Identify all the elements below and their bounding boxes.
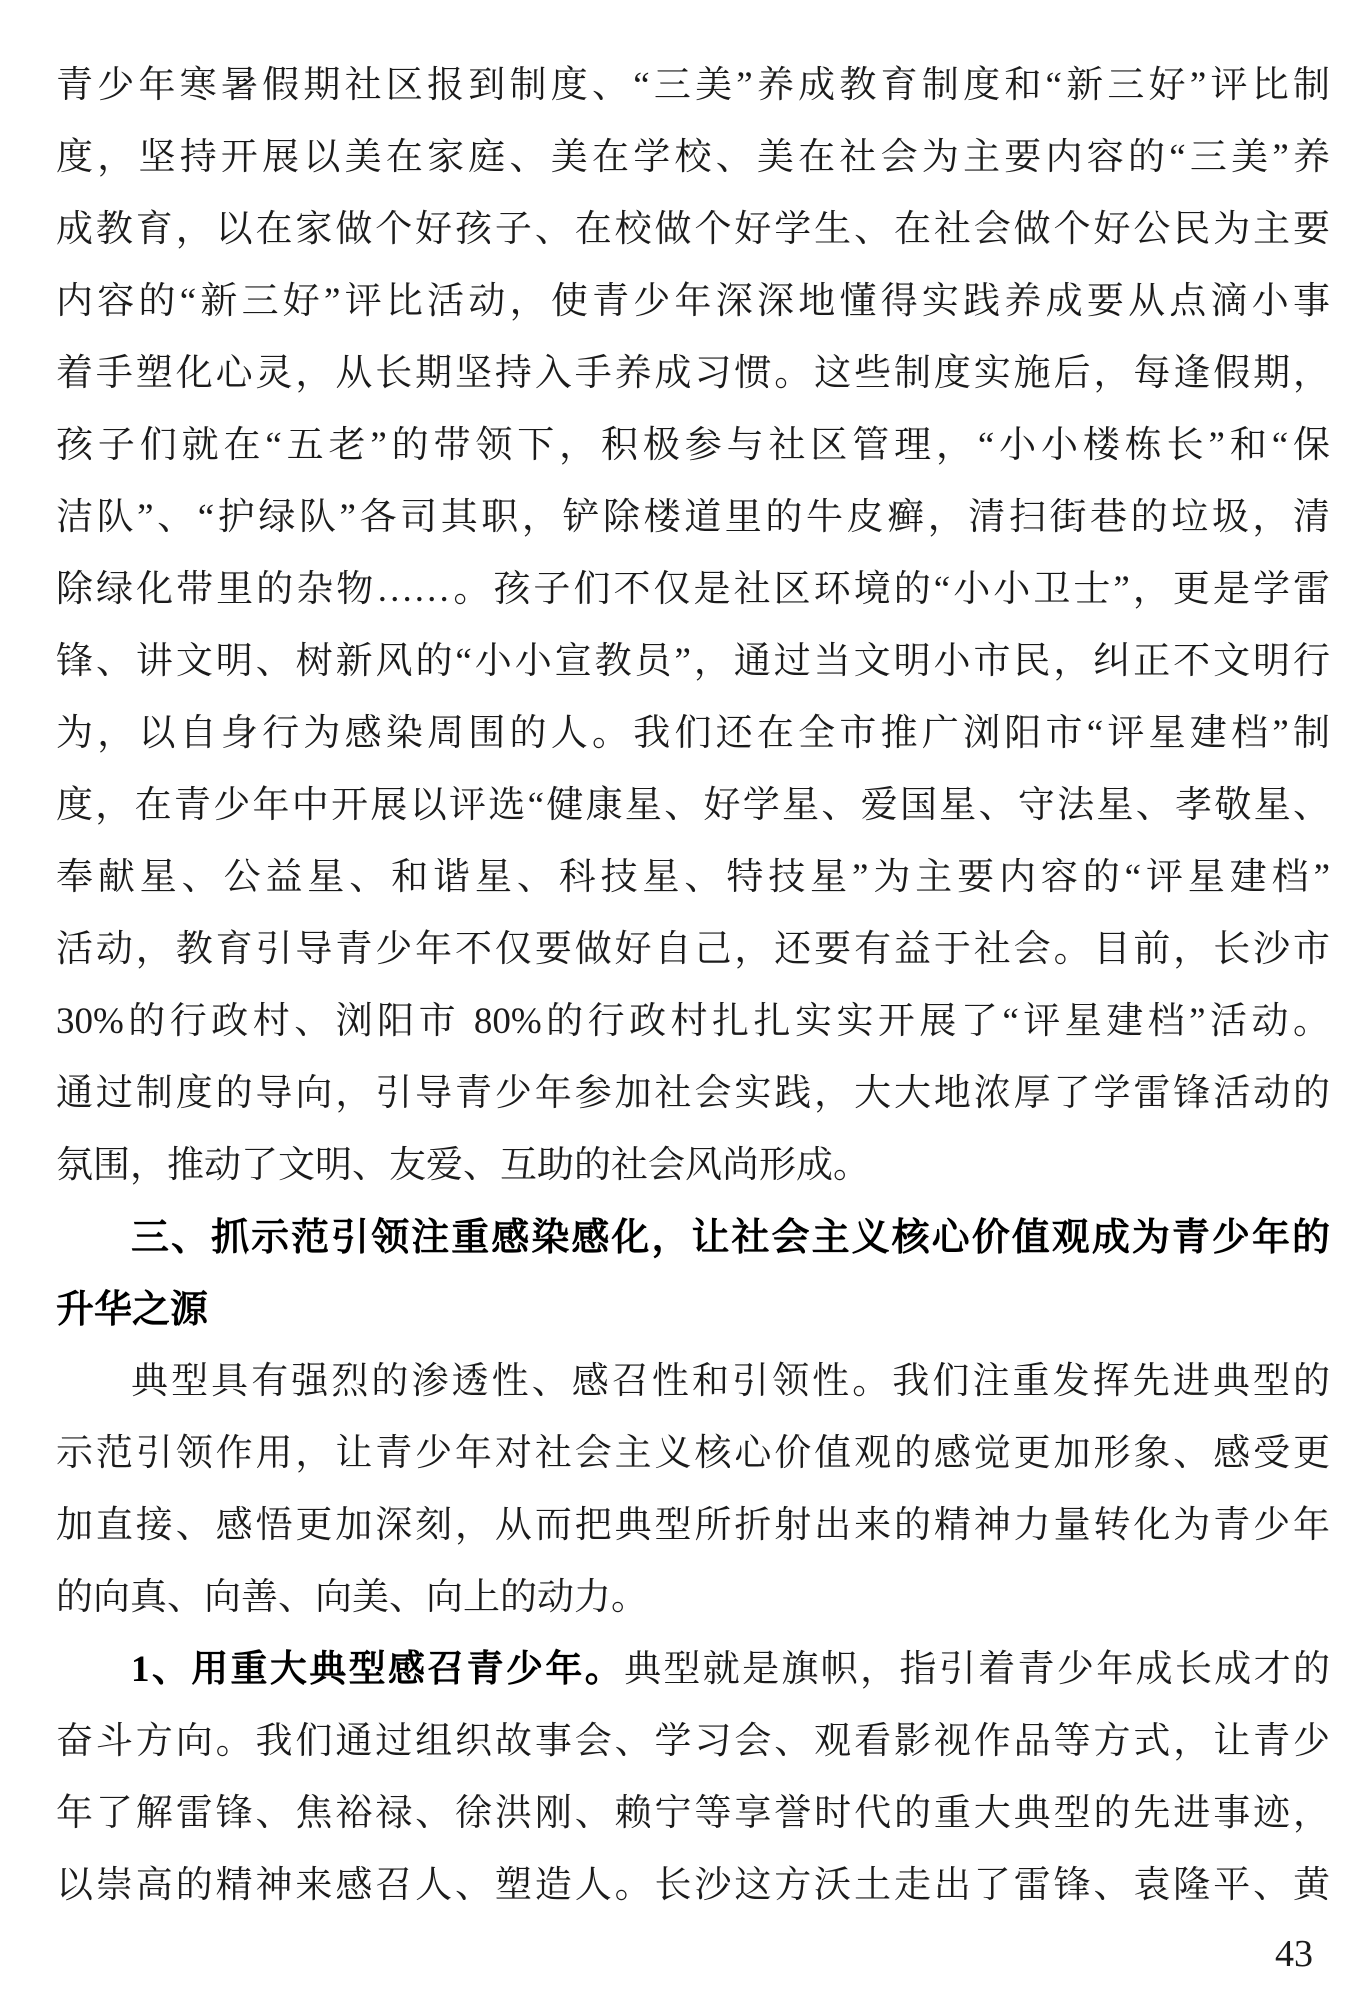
text-line [56,554,1330,626]
page-number: 43 [1275,1933,1313,1975]
text-run: 除绿化带里的杂物……。孩子们不仅是社区环境的“小小卫士”，更是学雷 [56,569,1330,610]
text-line [56,1634,1330,1706]
text-run: 度，在青少年中开展以评选“健康星、好学星、爱国星、守法星、孝敬星、 [56,785,1330,826]
text-run: 成教育，以在家做个好孩子、在校做个好学生、在社会做个好公民为主要 [56,209,1330,250]
text-line [56,338,1330,410]
text-run: 为，以自身行为感染周围的人。我们还在全市推广浏阳市“评星建档”制 [56,713,1330,754]
text-run: 洁队”、“护绿队”各司其职，铲除楼道里的牛皮癣，清扫街巷的垃圾，清 [56,497,1330,538]
text-run: 的向真、向善、向美、向上的动力。 [56,1577,648,1618]
text-run: 年了解雷锋、焦裕禄、徐洪刚、赖宁等享誉时代的重大典型的先进事迹， [56,1793,1330,1834]
section-heading-line [56,1202,1330,1274]
text-line [56,1706,1330,1778]
document-body [56,50,1330,1922]
text-run: 30%的行政村、浏阳市 80%的行政村扎扎实实开展了“评星建档”活动。 [56,1001,1330,1042]
text-run: 典型就是旗帜，指引着青少年成长成才的 [624,1649,1330,1690]
text-line [56,770,1330,842]
text-line [56,1130,1330,1202]
text-run: 锋、讲文明、树新风的“小小宣教员”，通过当文明小市民，纠正不文明行 [56,641,1330,682]
text-run: 以崇高的精神来感召人、塑造人。长沙这方沃土走出了雷锋、袁隆平、黄 [56,1865,1330,1906]
heading-run: 升华之源 [56,1289,209,1331]
text-line [56,698,1330,770]
text-line [56,1490,1330,1562]
text-run: 示范引领作用，让青少年对社会主义核心价值观的感觉更加形象、感受更 [56,1433,1330,1474]
text-run: 青少年寒暑假期社区报到制度、“三美”养成教育制度和“新三好”评比制 [56,65,1330,106]
text-run: 典型具有强烈的渗透性、感召性和引领性。我们注重发挥先进典型的 [131,1361,1330,1402]
text-line [56,482,1330,554]
subheading-run: 1、用重大典型感召青少年。 [131,1649,625,1690]
text-line [56,1778,1330,1850]
text-line [56,194,1330,266]
text-run: 通过制度的导向，引导青少年参加社会实践，大大地浓厚了学雷锋活动的 [56,1073,1330,1114]
text-line [56,626,1330,698]
text-run: 氛围，推动了文明、友爱、互助的社会风尚形成。 [56,1145,870,1186]
text-line [56,914,1330,986]
text-line [56,122,1330,194]
section-heading-line [56,1274,1330,1346]
text-line [56,410,1330,482]
text-run: 活动，教育引导青少年不仅要做好自己，还要有益于社会。目前，长沙市 [56,929,1330,970]
text-run: 加直接、感悟更加深刻，从而把典型所折射出来的精神力量转化为青少年 [56,1505,1330,1546]
text-line [56,1562,1330,1634]
text-line [56,50,1330,122]
text-line [56,1058,1330,1130]
text-run: 孩子们就在“五老”的带领下，积极参与社区管理，“小小楼栋长”和“保 [56,425,1330,466]
text-run: 奉献星、公益星、和谐星、科技星、特技星”为主要内容的“评星建档” [56,857,1330,898]
text-line [56,1418,1330,1490]
text-line [56,986,1330,1058]
text-run: 奋斗方向。我们通过组织故事会、学习会、观看影视作品等方式，让青少 [56,1721,1330,1762]
text-line [56,842,1330,914]
text-line [56,1346,1330,1418]
text-line [56,266,1330,338]
text-run: 内容的“新三好”评比活动，使青少年深深地懂得实践养成要从点滴小事 [56,281,1330,322]
heading-run: 三、抓示范引领注重感染感化，让社会主义核心价值观成为青少年的 [131,1217,1330,1259]
text-run: 度，坚持开展以美在家庭、美在学校、美在社会为主要内容的“三美”养 [56,137,1330,178]
text-line [56,1850,1330,1922]
text-run: 着手塑化心灵，从长期坚持入手养成习惯。这些制度实施后，每逢假期， [56,353,1330,394]
